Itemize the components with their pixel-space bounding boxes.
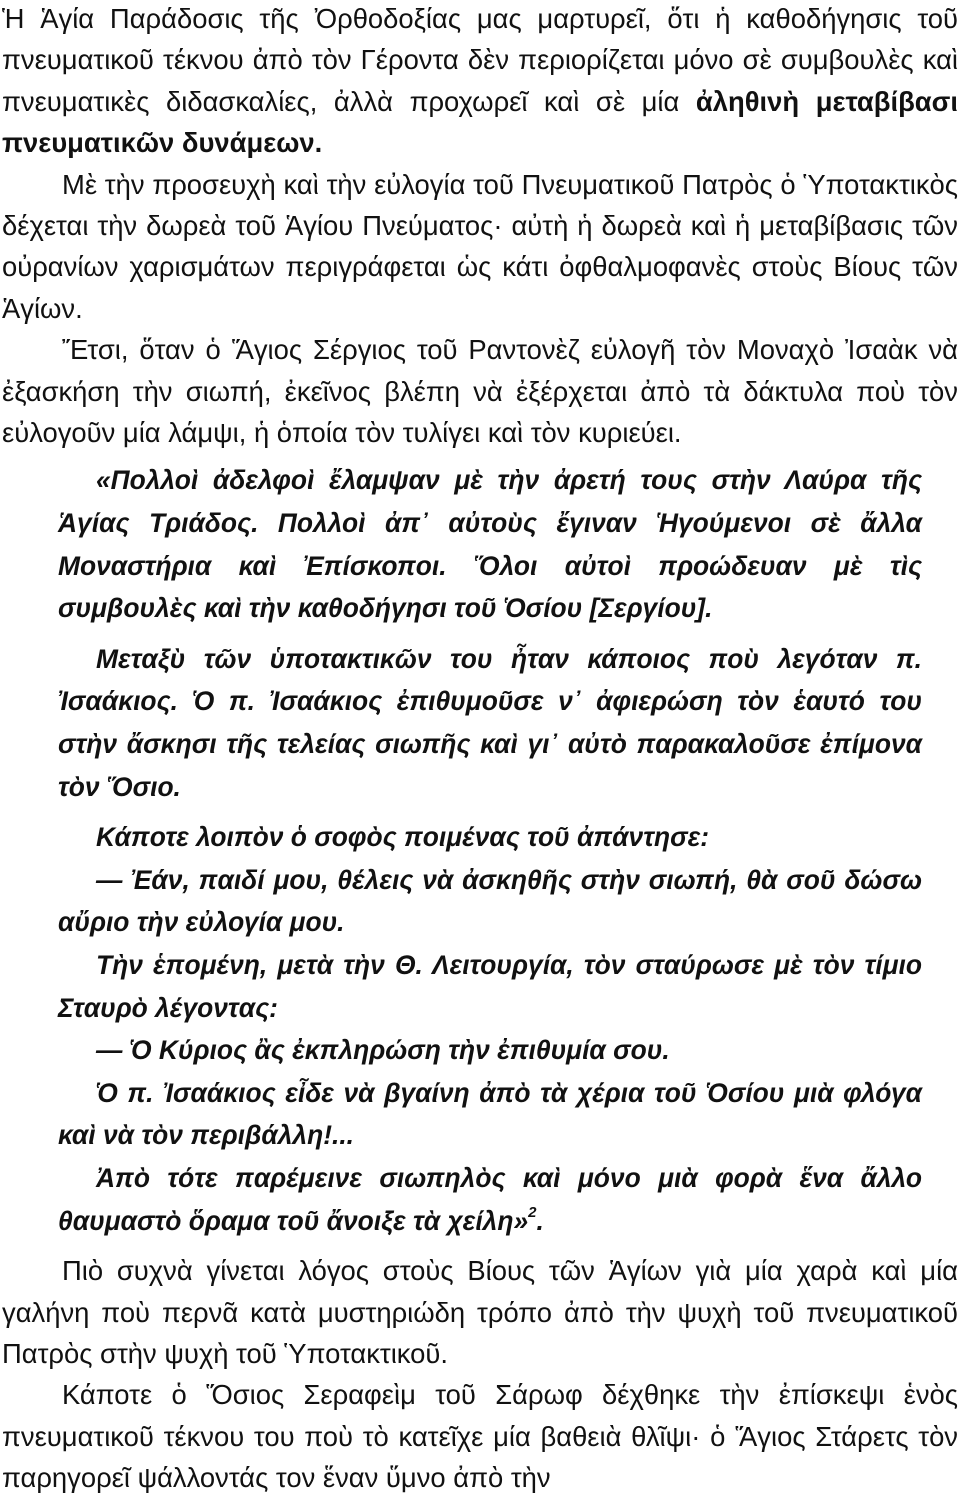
quote-paragraph-4: Τὴν ἑπομένη, μετὰ τὴν Θ. Λειτουργία, τὸν σταύρωσε μὲ τὸν τίμιο Σταυρὸ λέγοντας:: [58, 950, 922, 1023]
quote-paragraph-6: [0, 1157, 960, 1242]
body-paragraph-5: Κάποτε ὁ Ὅσιος Σεραφεὶμ τοῦ Σάρωφ δέχθηκε τὴν ἐπίσκεψι ἑνὸς πνευματικοῦ τέκνου του ποὺ τὸ κατεῖχε μία βαθειὰ θλῖψι· ὁ Ἅγιος Στάρετς τὸν παρηγορεῖ ψάλλοντάς τον ἕναν ὕμνο ἀπὸ τὴν: [2, 1379, 958, 1494]
quote-paragraph-5: Ὁ π. Ἰσαάκιος εἶδε νὰ βγαίνη ἀπὸ τὰ χέρια τοῦ Ὁσίου μιὰ φλόγα καὶ νὰ τὸν περιβάλλη!...: [58, 1077, 922, 1151]
body-paragraph-1: [0, 0, 960, 164]
quote-paragraph-3: Κάποτε λοιπὸν ὁ σοφὸς ποιμένας τοῦ ἀπάντησε:: [96, 822, 710, 853]
quote-paragraph-1: «Πολλοὶ ἀδελφοὶ ἔλαμψαν μὲ τὴν ἀρετή τους στὴν Λαύρα τῆς Ἁγίας Τριάδος. Πολλοὶ ἀπ᾽ αὐτοὺς ἔγιναν Ἡγούμενοι σὲ ἄλλα Μοναστήρια καὶ Ἐπίσκοποι. Ὅλοι αὐτοὶ προώδευαν μὲ τὶς συμβουλὲς καὶ τὴν καθοδήγησι τοῦ Ὁσίου [Σεργίου].: [58, 465, 922, 624]
body-paragraph-4: Πιὸ συχνὰ γίνεται λόγος στοὺς Βίους τῶν Ἁγίων γιὰ μία χαρὰ καὶ μία γαλήνη ποὺ περνᾶ κατὰ μυστηριώδη τρόπο ἀπὸ τὴν ψυχὴ τοῦ πνευματικοῦ Πατρὸς στὴν ψυχὴ τοῦ Ὑποτακτικοῦ.: [2, 1255, 958, 1369]
footnote-marker[interactable]: 2: [528, 1203, 537, 1221]
block-quote: [0, 459, 960, 1242]
body-paragraph-3: Ἔτσι, ὅταν ὁ Ἅγιος Σέργιος τοῦ Ραντονὲζ εὐλογῆ τὸν Μοναχὸ Ἰσαὰκ νὰ ἐξασκήση τὴν σιωπή, ἐκεῖνος βλέπη νὰ ἐξέρχεται ἀπὸ τὰ δάκτυλα ποὺ τὸν εὐλογοῦν μία λάμψι, ἡ ὁποία τὸν τυλίγει καὶ τὸν κυριεύει.: [2, 334, 958, 449]
paragraph-text: Ἡ Ἁγία Παράδοσις τῆς Ὀρθοδοξίας μας μαρτυρεῖ, ὅτι ἡ καθοδήγησις τοῦ πνευματικοῦ τέκνου ἀπὸ τὸν Γέροντα δὲν περιορίζεται μόνο σὲ συμβουλὲς καὶ πνευματικὲς διδασκαλίες, ἀλλὰ προχωρεῖ καὶ σὲ μία: [2, 3, 958, 117]
quote-dialogue-1: — Ἐάν, παιδί μου, θέλεις νὰ ἀσκηθῆς στὴν σιωπή, θὰ σοῦ δώσω αὔριο τὴν εὐλογία μου.: [58, 864, 922, 938]
quote-text: Ἀπὸ τότε παρέμεινε σιωπηλὸς καὶ μόνο μιὰ φορὰ ἕνα ἄλλο θαυμαστὸ ὅραμα τοῦ ἄνοιξε τὰ χείλη»: [58, 1162, 922, 1236]
body-paragraph-2: Μὲ τὴν προσευχὴ καὶ τὴν εὐλογία τοῦ Πνευματικοῦ Πατρὸς ὁ Ὑποτακτικὸς δέχεται τὴν δωρεὰ τοῦ Ἁγίου Πνεύματος· αὐτὴ ἡ δωρεὰ καὶ ἡ μεταβίβασις τῶν οὐρανίων χαρισμάτων περιγράφεται ὡς κάτι ὀφθαλμοφανὲς στοὺς Βίους τῶν Ἁγίων.: [2, 168, 958, 324]
quote-end-period: .: [536, 1205, 544, 1236]
bold-phrase: ἀληθινὴ μεταβίβασι πνευματικῶν δυνάμεων.: [2, 85, 958, 159]
quote-dialogue-2: — Ὁ Κύριος ἂς ἐκπληρώση τὴν ἐπιθυμία σου.: [96, 1035, 670, 1066]
quote-paragraph-2: Μεταξὺ τῶν ὑποτακτικῶν του ἦταν κάποιος ποὺ λεγόταν π. Ἰσαάκιος. Ὁ π. Ἰσαάκιος ἐπιθυμοῦσε ν᾽ ἀφιερώση τὸν ἑαυτό του στὴν ἄσκησι τῆς τελείας σιωπῆς καὶ γι᾽ αὐτὸ παρακαλοῦσε ἐπίμονα τὸν Ὅσιο.: [58, 643, 922, 802]
